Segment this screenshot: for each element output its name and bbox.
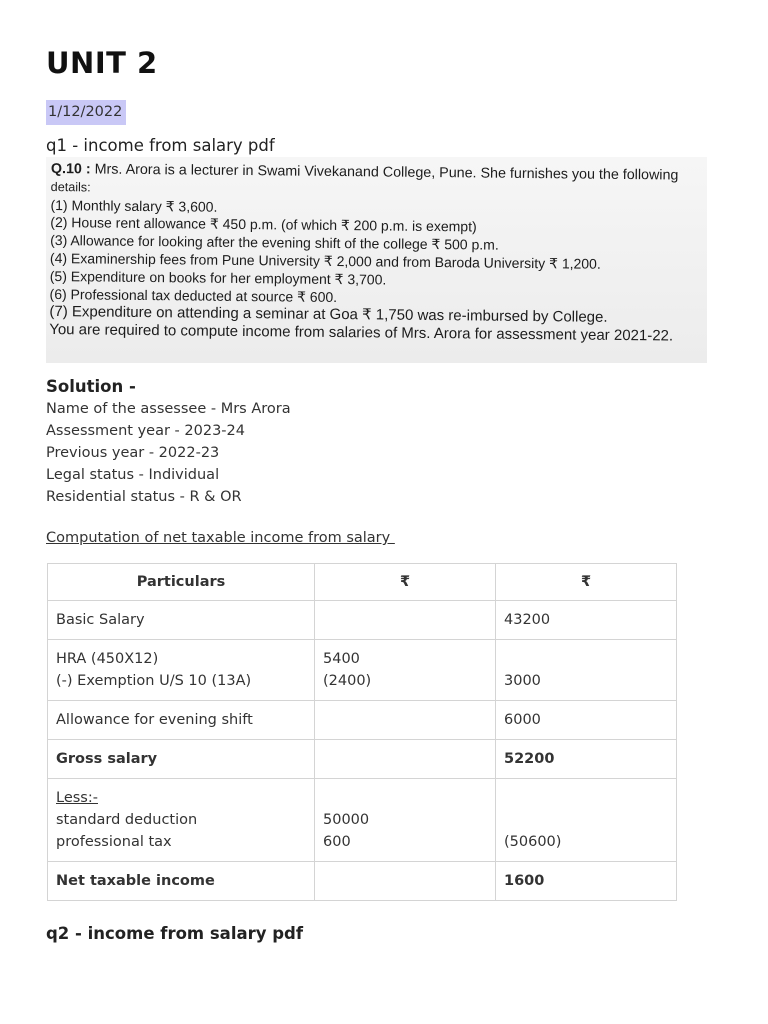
professional-tax-label: professional tax (56, 834, 172, 850)
q1-heading: q1 - income from salary pdf (46, 136, 275, 155)
detail-line: Residential status - R & OR (46, 489, 242, 505)
table-row (48, 601, 677, 640)
question-scan-image (46, 157, 707, 363)
q2-heading: q2 - income from salary pdf (46, 924, 304, 943)
row-label: Basic Salary (48, 601, 315, 640)
row-label (48, 779, 315, 862)
standard-deduction-label: standard deduction (56, 812, 198, 828)
detail-line: Legal status - Individual (46, 467, 220, 483)
row-label: Allowance for evening shift (48, 701, 315, 740)
table-row (48, 779, 677, 862)
row-col2 (315, 740, 496, 779)
table-row (48, 701, 677, 740)
exemption-label: (-) Exemption U/S 10 (13A) (56, 673, 252, 689)
row-label: Net taxable income (48, 862, 315, 901)
row-col3: 43200 (496, 601, 677, 640)
detail-line: Assessment year - 2023-24 (46, 423, 245, 439)
table-row (48, 862, 677, 901)
exemption-value: (2400) (323, 673, 372, 689)
assessee-details (46, 398, 291, 508)
detail-line: Previous year - 2022-23 (46, 445, 220, 461)
row-col3: 52200 (496, 740, 677, 779)
row-col2 (315, 779, 496, 862)
header-particulars: Particulars (48, 564, 315, 601)
salary-computation-table (47, 563, 677, 901)
row-col3 (496, 779, 677, 862)
header-amount: ₹ (496, 564, 677, 601)
row-col2 (315, 601, 496, 640)
date-highlight: 1/12/2022 (46, 100, 126, 125)
row-col2 (315, 701, 496, 740)
question-line-1: Mrs. Arora is a lecturer in Swami Vivekanand College, Pune. She furnishes you the following (94, 161, 679, 184)
row-col3: 6000 (496, 701, 677, 740)
row-label (48, 640, 315, 701)
detail-line: Name of the assessee - Mrs Arora (46, 401, 291, 417)
question-item: (5) Expenditure on books for her employment ₹ 3,700. (49, 267, 387, 288)
page-title: UNIT 2 (46, 46, 158, 80)
question-item: (2) House rent allowance ₹ 450 p.m. (of which ₹ 200 p.m. is exempt) (50, 214, 477, 235)
table-header-row (48, 564, 677, 601)
question-number: Q.10 : (50, 161, 91, 178)
computation-title: Computation of net taxable income from salary (46, 530, 395, 546)
table-row (48, 640, 677, 701)
professional-tax-value: 600 (323, 834, 351, 850)
row-col2 (315, 862, 496, 901)
hra-label: HRA (450X12) (56, 651, 159, 667)
row-col3 (496, 640, 677, 701)
less-label: Less:- (56, 790, 98, 806)
standard-deduction-value: 50000 (323, 812, 370, 828)
question-item: (7) Expenditure on attending a seminar at Goa ₹ 1,750 was re-imbursed by College. (49, 303, 608, 327)
question-item: (3) Allowance for looking after the evening shift of the college ₹ 500 p.m. (50, 232, 499, 253)
total-deduction-value: (50600) (504, 834, 562, 850)
solution-heading: Solution - (46, 377, 136, 396)
header-amount: ₹ (315, 564, 496, 601)
question-line-2: details: (50, 179, 91, 195)
row-label: Gross salary (48, 740, 315, 779)
question-closing: You are required to compute income from salaries of Mrs. Arora for assessment year 2021-22. (49, 321, 674, 345)
hra-net-value: 3000 (504, 673, 541, 689)
row-col3: 1600 (496, 862, 677, 901)
question-item: (6) Professional tax deducted at source ₹ 600. (49, 285, 338, 305)
row-col2 (315, 640, 496, 701)
hra-value: 5400 (323, 651, 360, 667)
question-item: (1) Monthly salary ₹ 3,600. (50, 196, 218, 215)
table-row (48, 740, 677, 779)
question-item: (4) Examinership fees from Pune University ₹ 2,000 and from Baroda University ₹ 1,200. (49, 249, 601, 272)
